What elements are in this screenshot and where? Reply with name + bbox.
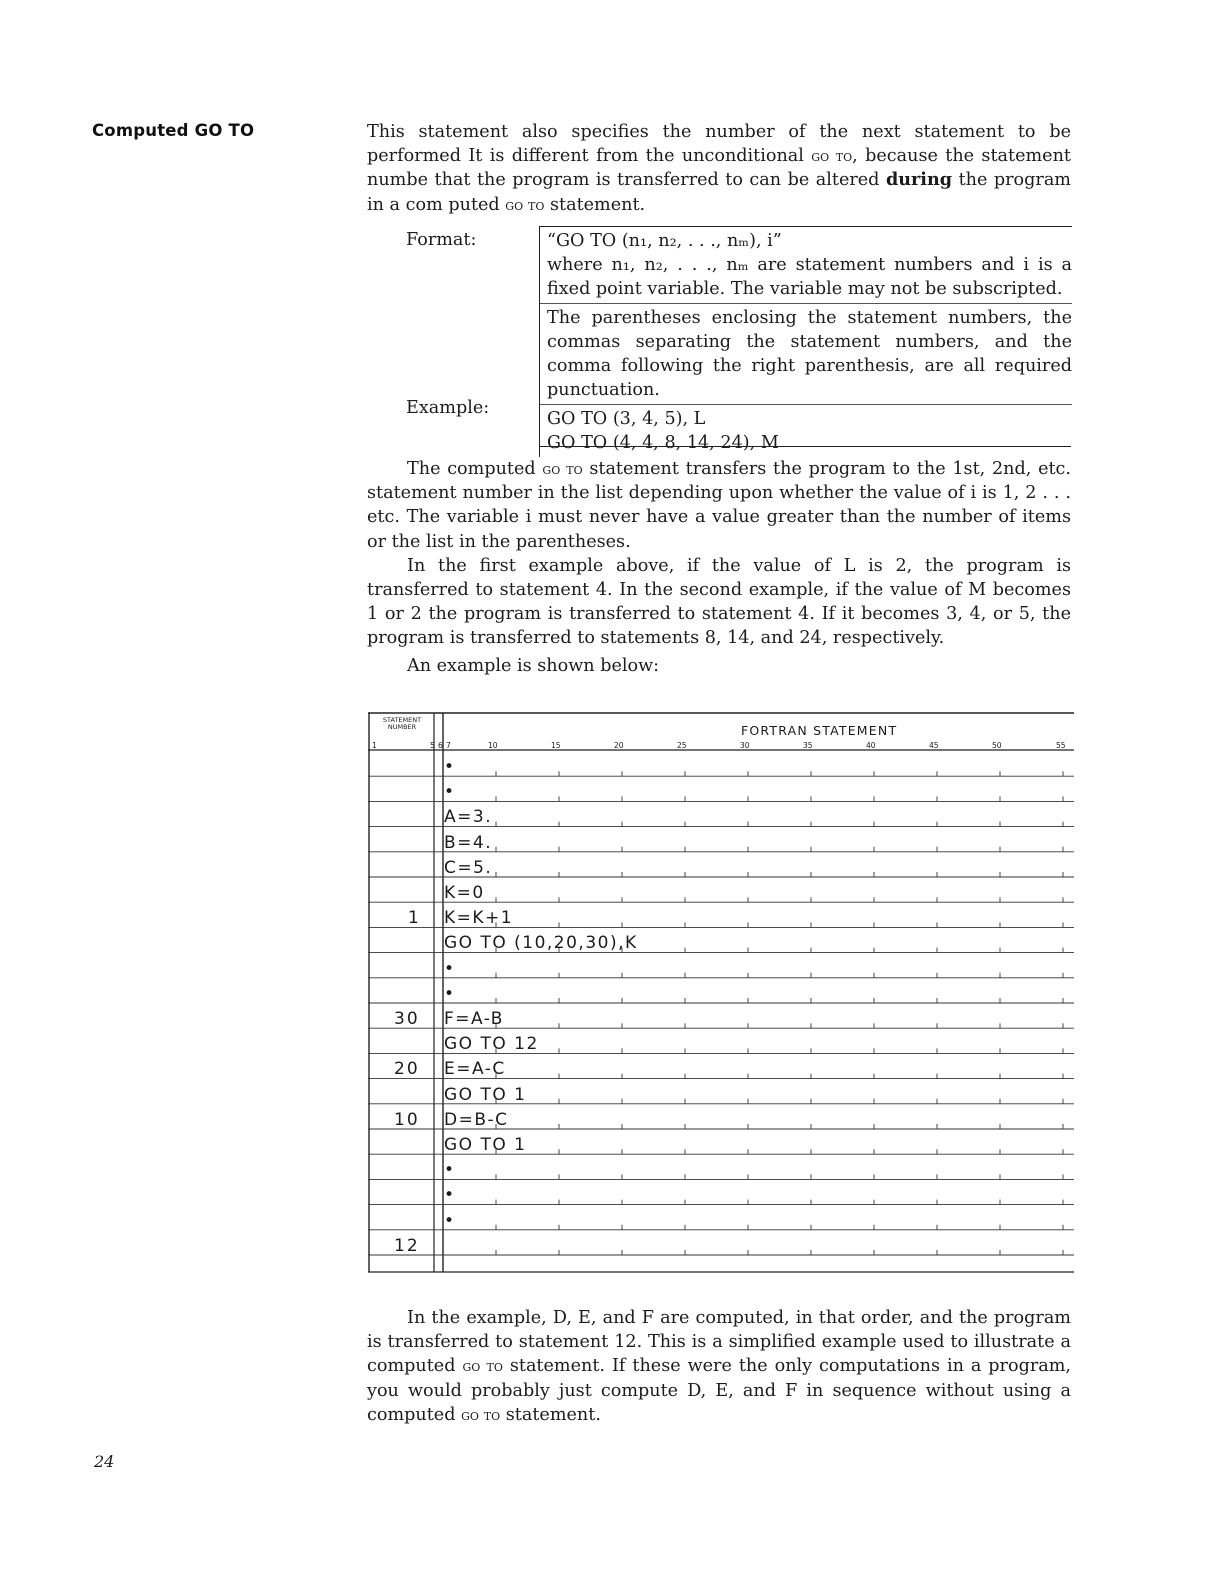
fortran-statement-cell: GO TO (10,20,30),K xyxy=(444,933,638,954)
fortran-statement-cell: E=A-C xyxy=(444,1059,506,1080)
format-label: Format: xyxy=(406,230,477,250)
closing-paragraph: In the example, D, E, and F are computed, in that order, and the program is transferred to statement 12. This is a simplified example used to illustrate a computed go to statement. If these were the only computations in a program, you would probably just compute D, E, and F in sequence without using a computed go to statement. xyxy=(367,1308,1072,1425)
column-number: 35 xyxy=(803,741,813,750)
format-examples xyxy=(540,404,1072,457)
statement-number-cell: 12 xyxy=(394,1235,420,1256)
statement-number-cell: 10 xyxy=(394,1109,420,1130)
column-number: 15 xyxy=(551,741,561,750)
fortran-statement-cell: GO TO 1 xyxy=(444,1135,527,1155)
fortran-statement-header: FORTRAN STATEMENT xyxy=(741,723,898,738)
format-box xyxy=(539,226,1072,457)
explanation-text xyxy=(367,457,1071,678)
format-syntax-block xyxy=(540,227,1072,303)
fortran-statement-cell: A=3. xyxy=(444,807,493,828)
section-heading: Computed GO TO xyxy=(92,121,255,140)
explanation-paragraph-2: In the first example above, if the value of L is 2, the program is transferred to statement 4. In the second example, if the value of M becomes 1 or 2 the program is transferred to statement 4. If it becomes 3, 4, or 5, the program is transferred to statements 8, 14, and 24, respectively. xyxy=(367,555,1071,649)
fortran-coding-form xyxy=(368,712,1074,1274)
fortran-statement-cell: • xyxy=(444,983,456,1004)
page-number: 24 xyxy=(94,1452,115,1471)
column-number: 1 xyxy=(372,741,377,750)
fortran-statement-cell: K=K+1 xyxy=(444,908,514,929)
fortran-statement-cell: • xyxy=(444,1160,456,1181)
format-syntax: “GO TO (n₁, n₂, . . ., nₘ), i” xyxy=(547,231,782,251)
example-2: GO TO (4, 4, 8, 14, 24), M xyxy=(547,433,779,453)
fortran-statement-cell: D=B-C xyxy=(444,1109,509,1130)
column-number: 50 xyxy=(992,741,1002,750)
column-number: 5 xyxy=(430,741,435,750)
column-number: 45 xyxy=(929,741,939,750)
fortran-statement-cell: • xyxy=(444,1185,456,1206)
column-number: 20 xyxy=(614,741,624,750)
format-punctuation: The parentheses enclosing the statement numbers, the commas separating the statement numbers, and the comma following the right parenthesis, are all required punctuation. xyxy=(540,303,1072,404)
column-number: 30 xyxy=(740,741,750,750)
fortran-statement-cell: GO TO 1 xyxy=(444,1084,527,1105)
fortran-statement-cell: • xyxy=(444,958,456,979)
fortran-statement-cell: • xyxy=(444,757,456,777)
fortran-statement-cell: C=5. xyxy=(444,857,493,878)
example-label: Example: xyxy=(406,398,490,418)
statement-number-cell: 30 xyxy=(394,1009,420,1029)
fortran-statement-cell: • xyxy=(444,782,456,803)
explanation-paragraph-1: The computed go to statement transfers the program to the 1st, 2nd, etc. statement number in the list depending upon whether the value of i is 1, 2 . . . etc. The variable i must never have a value greater than the number of items or the list in the parentheses. xyxy=(367,459,1071,552)
column-number: 25 xyxy=(677,741,687,750)
statement-number-header: STATEMENT NUMBER xyxy=(382,716,422,731)
fortran-statement-cell: F=A-B xyxy=(444,1009,504,1029)
format-where: where n₁, n₂, . . ., nₘ are statement numbers and i is a fixed point variable. The variable may not be subscripted. xyxy=(547,255,1072,299)
fortran-statement-cell: • xyxy=(444,1210,456,1231)
fortran-statement-cell: K=0 xyxy=(444,883,485,903)
column-number: 55 xyxy=(1056,741,1066,750)
intro-paragraph: This statement also specifies the number of the next statement to be performed It is different from the unconditional go to, because the statement numbe that the program is transferred to can be altered during the program in a com puted go to statement. xyxy=(367,122,1071,215)
explanation-paragraph-3: An example is shown below: xyxy=(407,655,660,676)
coding-form-grid xyxy=(368,712,1074,1274)
example-1: GO TO (3, 4, 5), L xyxy=(547,409,706,429)
column-number: 10 xyxy=(488,741,498,750)
column-number: 7 xyxy=(446,741,451,750)
column-number: 6 xyxy=(438,741,443,750)
format-box-bottom-rule xyxy=(539,446,1071,447)
fortran-statement-cell: GO TO 12 xyxy=(444,1034,539,1055)
fortran-statement-cell: B=4. xyxy=(444,832,493,853)
statement-number-cell: 20 xyxy=(394,1059,420,1080)
column-number: 40 xyxy=(866,741,876,750)
statement-number-cell: 1 xyxy=(408,908,421,929)
